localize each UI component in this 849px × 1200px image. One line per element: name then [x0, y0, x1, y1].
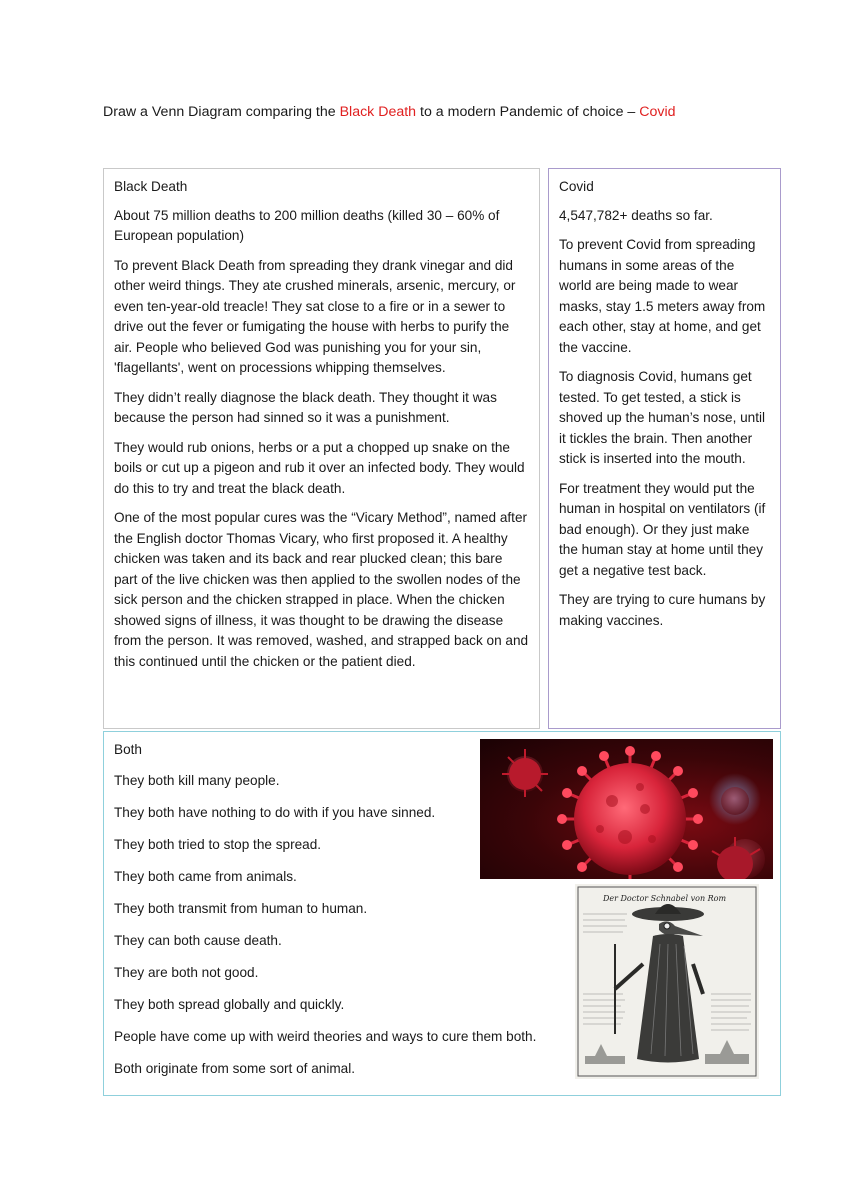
coronavirus-illustration — [480, 739, 773, 879]
both-item: They can both cause death. — [114, 932, 282, 948]
black-death-paragraph: They didn’t really diagnose the black death. They thought it was because the person had sinned so it was a punishment. — [114, 389, 497, 425]
both-item: They both tried to stop the spread. — [114, 836, 322, 852]
covid-box — [548, 168, 781, 729]
plague-doctor-engraving — [575, 884, 759, 1079]
coronavirus-image — [480, 739, 773, 879]
covid-paragraph: They are trying to cure humans by making vaccines. — [559, 592, 766, 628]
both-item: They both came from animals. — [114, 868, 297, 884]
doctor-banner-text: Der Doctor Schnabel von Rom — [603, 894, 727, 903]
black-death-paragraph: They would rub onions, herbs or a put a chopped up snake on the boils or cut up a pigeon and rub it over an infected body. They would do this to try and treat the black death. — [114, 439, 525, 496]
both-item: They both kill many people. — [114, 772, 280, 788]
heading-middle: to a modern Pandemic of choice – — [416, 104, 640, 120]
heading-covid: Covid — [639, 104, 676, 120]
covid-title: Covid — [559, 179, 594, 194]
black-death-box — [103, 168, 540, 729]
covid-paragraph: 4,547,782+ deaths so far. — [559, 207, 713, 223]
black-death-paragraph: To prevent Black Death from spreading they drank vinegar and did other weird things. They ate crushed minerals, arsenic, mercury, or even ten-year-old treacle! They sat close to a fire or in a sewer to drive out the fever or fumigating the house with herbs to purify the air. People who believed God was punishing you for your sin, 'flagellants', went on processions whipping themselves. — [114, 257, 516, 375]
covid-paragraph: To prevent Covid from spreading humans in some areas of the world are being made to wear masks, stay 1.5 meters away from each other, stay at home, and get the vaccine. — [559, 237, 766, 355]
heading-black-death: Black Death — [339, 104, 417, 120]
both-item: They are both not good. — [114, 964, 259, 980]
covid-paragraph: To diagnosis Covid, humans get tested. To get tested, a stick is shoved up the human’s nose, until it tickles the brain. Then another stick is inserted into the mouth. — [559, 369, 766, 466]
covid-paragraph: For treatment they would put the human in hospital on ventilators (if bad enough). Or they just make the human stay at home until they get a negative test back. — [559, 480, 766, 578]
both-item: They both transmit from human to human. — [114, 900, 368, 916]
both-title: Both — [114, 742, 142, 757]
both-item: People have come up with weird theories and ways to cure them both. — [114, 1028, 537, 1044]
black-death-paragraph: About 75 million deaths to 200 million deaths (killed 30 – 60% of European population) — [114, 207, 500, 243]
plague-doctor-illustration — [575, 884, 759, 1079]
page-heading — [103, 103, 803, 121]
black-death-title: Black Death — [114, 179, 188, 194]
black-death-paragraph: One of the most popular cures was the “Vicary Method”, named after the English doctor Thomas Vicary, who first proposed it. A healthy chicken was taken and its back and rear plucked clean; this bare part of the live chicken was then applied to the swollen nodes of the sick person and the chicken strapped in place. When the chicken showed signs of illness, it was thought to be drawing the disease from the person. It was removed, washed, and strapped back on and this continued until the chicken or the patient died. — [114, 510, 529, 669]
both-item: They both spread globally and quickly. — [114, 996, 345, 1012]
both-item: Both originate from some sort of animal. — [114, 1060, 356, 1076]
heading-prefix: Draw a Venn Diagram comparing the — [103, 104, 340, 120]
both-item: They both have nothing to do with if you have sinned. — [114, 804, 436, 820]
